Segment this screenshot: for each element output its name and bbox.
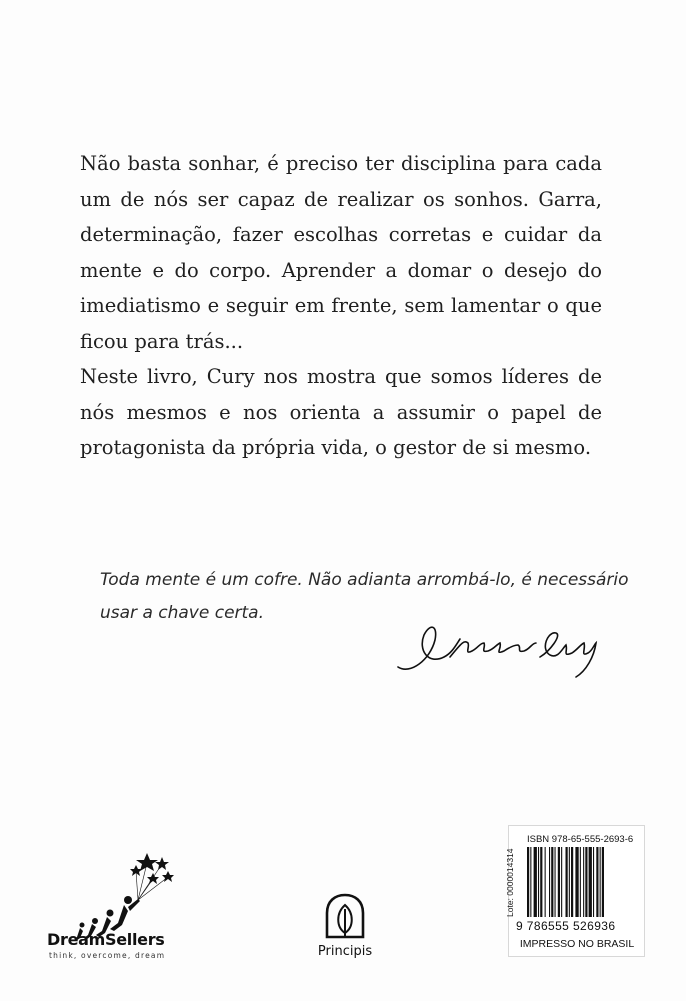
barcode-digits: 9 786555 526936: [516, 919, 616, 933]
barcode-stripe: [602, 847, 604, 917]
barcode-stripe: [593, 847, 594, 917]
barcode-stripe: [545, 847, 546, 917]
leaf-arch-icon: [323, 893, 367, 939]
quote-line-1: Toda mente é um cofre. Não adianta arrombá-lo, é necessário: [100, 570, 629, 590]
barcode-stripe: [583, 847, 584, 917]
barcode-stripe: [596, 847, 598, 917]
blurb-paragraph-2: Neste livro, Cury nos mostra que somos líderes de nós mesmos e nos orienta a assumir o papel de protagonista da própria vida, o gestor de si mesmo.: [80, 365, 602, 459]
barcode-stripe: [549, 847, 550, 917]
barcode-stripe: [600, 847, 601, 917]
barcode-stripe: [527, 847, 529, 917]
barcode-stripe: [558, 847, 560, 917]
isbn-number: ISBN 978-65-555-2693-6: [527, 834, 634, 845]
barcode-stripe: [555, 847, 556, 917]
barcode-stripe: [566, 847, 568, 917]
dreamsellers-logo-text: DreamSellers: [47, 930, 165, 949]
barcode-stripe: [569, 847, 570, 917]
barcode-stripe: [561, 847, 562, 917]
author-signature: [390, 605, 600, 685]
barcode-stripe: [575, 847, 578, 917]
lot-number: Lote: 0000014314: [505, 848, 515, 917]
barcode-stripe: [538, 847, 539, 917]
principis-logo-text: Principis: [317, 944, 373, 959]
barcode-stripe: [551, 847, 553, 917]
barcode-stripe: [571, 847, 573, 917]
barcode-stripe: [534, 847, 537, 917]
blurb-paragraph-1: Não basta sonhar, é preciso ter disciplina para cada um de nós ser capaz de realizar os sonhos. Garra, determinação, fazer escolhas corretas e cuidar da mente e do corpo. Aprender a domar o desejo do imediatismo e seguir em frente, sem lamentar o que ficou para trás...: [80, 152, 602, 353]
quote-line-2: usar a chave certa.: [100, 603, 265, 623]
dreamsellers-tagline: think, overcome, dream: [49, 951, 166, 960]
barcode-stripe: [589, 847, 592, 917]
barcode-stripe: [580, 847, 581, 917]
barcode-stripe: [540, 847, 542, 917]
barcode-stripe: [530, 847, 531, 917]
printed-in-brazil: IMPRESSO NO BRASIL: [519, 938, 635, 950]
back-cover-blurb: [80, 146, 602, 466]
barcode-bars: [527, 847, 637, 917]
barcode-stripe: [585, 847, 587, 917]
